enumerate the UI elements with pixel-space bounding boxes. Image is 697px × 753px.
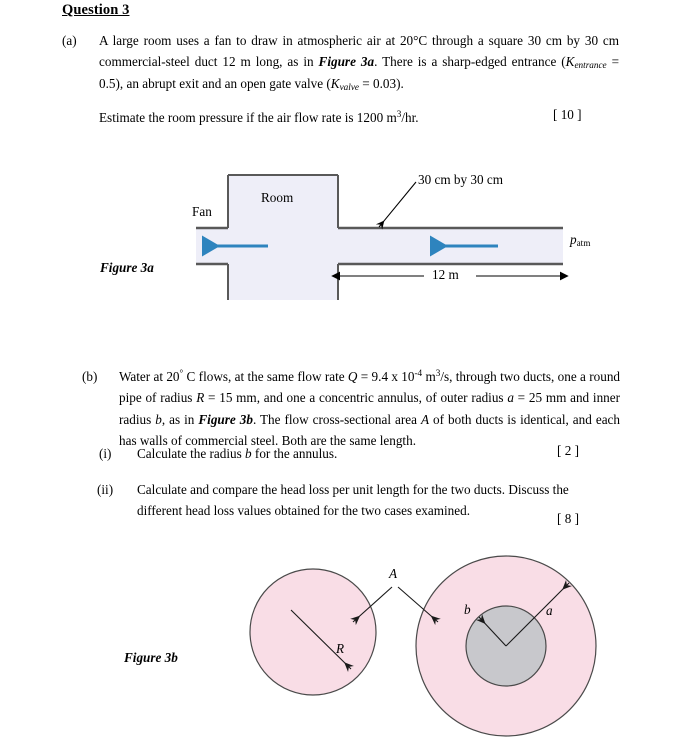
part-b-t3: = 9.4 x 10	[357, 369, 415, 384]
k-symbol-valve: K	[330, 76, 340, 92]
part-b-text	[119, 366, 620, 452]
radius-r-label: R	[336, 641, 345, 656]
duct-room-fill	[196, 175, 563, 300]
flow-rate-symbol: Q	[347, 369, 358, 384]
room-label: Room	[261, 190, 294, 205]
pipe-radius-symbol: R	[196, 390, 205, 406]
part-b-item-i-marker: (i)	[99, 446, 112, 461]
area-symbol-b: A	[420, 411, 430, 427]
page-title: Question 3	[62, 2, 130, 18]
duct-length-label: 12 m	[432, 267, 459, 282]
part-a-text	[99, 30, 619, 95]
k-subscript-valve: valve	[339, 82, 359, 93]
atm-subscript: atm	[576, 238, 591, 248]
estimate-post: /hr.	[401, 110, 419, 125]
part-b-t8: , as in	[161, 411, 199, 427]
k-symbol-entrance: K	[565, 54, 575, 70]
k-entrance-value: = 0.5), an abrupt exit and an open gate valve (	[99, 54, 620, 92]
fan-label: Fan	[192, 204, 212, 219]
item-i-symbol: b	[245, 446, 252, 461]
part-b-item-ii-marks: [ 8 ]	[557, 511, 579, 526]
part-b-t4: m	[422, 369, 436, 384]
item-ii-pre: Calculate and compare the head loss per unit length for the two ducts. Discuss the different head loss values obtained for the two cases examined.	[137, 482, 569, 519]
figure-3a-reference: Figure 3a	[318, 54, 375, 70]
part-b-t6: = 15 mm, and one a concentric annulus, of outer radius	[204, 390, 508, 406]
duct-size-leader	[379, 182, 416, 227]
cubic-exponent: 3	[396, 109, 402, 119]
k-valve-value: = 0.03).	[358, 76, 404, 92]
degree-symbol-b: °	[179, 368, 184, 378]
item-i-pre: Calculate the radius	[137, 446, 246, 461]
inner-radius-symbol: b	[155, 411, 162, 427]
part-b-t2: C flows, at the same flow rate	[183, 369, 348, 384]
duct-size-label: 30 cm by 30 cm	[418, 172, 503, 187]
part-a-marker: (a)	[62, 33, 77, 48]
part-a-estimate-text	[99, 107, 539, 128]
radius-a-label: a	[546, 603, 553, 618]
part-a-line1-pre: A large room uses a fan to draw in atmospheric air at 20	[99, 33, 414, 48]
part-b-item-ii-text	[137, 479, 585, 522]
figure-3a-diagram	[0, 160, 697, 305]
part-b-item-i-marks: [ 2 ]	[557, 443, 579, 458]
p-symbol: p	[570, 232, 577, 247]
part-b-t1: Water at 20	[119, 369, 180, 384]
figure-3b-reference: Figure 3b	[198, 411, 253, 427]
part-b-t9: . The flow cross-sectional area	[252, 411, 421, 427]
part-b-item-i-text	[137, 443, 557, 464]
part-b-item-ii-marker: (ii)	[97, 482, 114, 497]
figure-3b-label: Figure 3b	[124, 650, 178, 665]
radius-b-label: b	[464, 602, 471, 617]
k-subscript-entrance: entrance	[574, 60, 607, 71]
figure-3b-diagram	[0, 545, 697, 753]
figure-3b-svg	[0, 545, 697, 753]
atmospheric-pressure-label	[570, 232, 590, 248]
figure-3a-label: Figure 3a	[100, 260, 154, 275]
part-a-line1-mid: C through a square 30 cm by 30 cm commercial-steel duct 12 m long, as in	[99, 33, 619, 70]
part-a-line1-post: . There is a sharp-edged entrance (	[374, 54, 566, 70]
figure-3a-svg	[0, 160, 697, 305]
exponent-3: 3	[435, 368, 441, 378]
part-b-t5: /s, through two ducts, one a round pipe of radius	[119, 369, 621, 406]
estimate-pre: Estimate the room pressure if the air flow rate is 1200 m	[99, 110, 397, 125]
outer-radius-symbol: a	[507, 390, 514, 406]
part-a-marks: [ 10 ]	[553, 107, 582, 122]
item-i-post: for the annulus.	[251, 446, 338, 461]
part-b-t7: = 25 mm and inner radius	[119, 390, 621, 427]
degree-sign: °	[413, 33, 419, 48]
exponent-minus4: -4	[414, 368, 423, 378]
part-b-t10: of both ducts is identical, and each has walls of commercial steel. Both are the same length.	[119, 411, 620, 449]
area-label: A	[389, 566, 398, 581]
part-b-marker: (b)	[82, 369, 98, 384]
